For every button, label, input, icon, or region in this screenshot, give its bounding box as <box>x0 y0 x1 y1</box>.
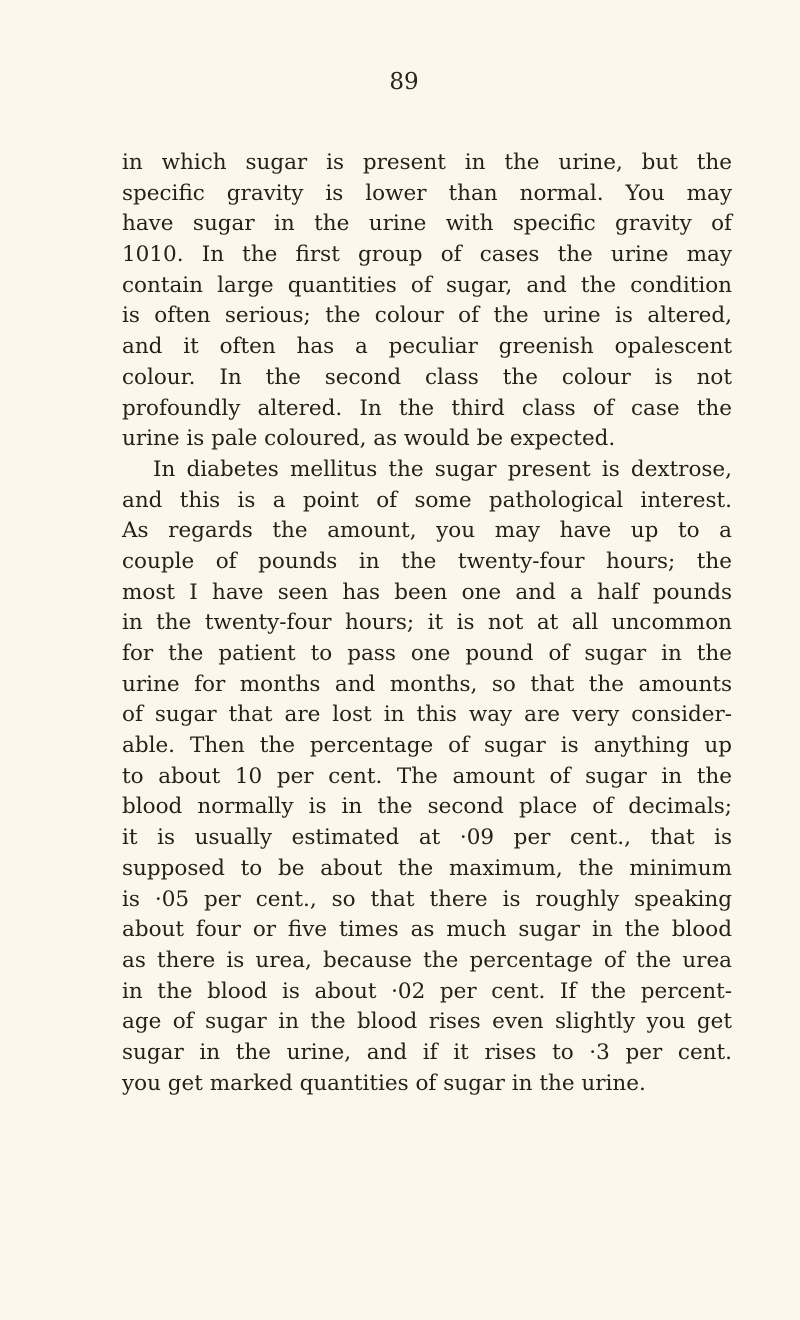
text-line: 1010. In the first group of cases the urine may <box>122 242 732 268</box>
text-line: As regards the amount, you may have up to a <box>122 518 732 544</box>
text-line: is ·05 per cent., so that there is roughly speaking <box>122 886 732 912</box>
text-line: and this is a point of some pathological interest. <box>122 487 732 513</box>
text-line: blood normally is in the second place of decimals; <box>122 794 732 820</box>
text-line: about four or five times as much sugar in the blood <box>122 917 732 943</box>
body-text <box>122 148 732 1099</box>
text-line: and it often has a peculiar greenish opalescent <box>122 334 732 360</box>
text-line: is often serious; the colour of the urine is altered, <box>122 303 732 329</box>
text-line: have sugar in the urine with specific gravity of <box>122 211 732 237</box>
text-line: you get marked quantities of sugar in the urine. <box>122 1070 646 1096</box>
text-line: most I have seen has been one and a half pounds <box>122 579 732 605</box>
text-line: in which sugar is present in the urine, but the <box>122 150 732 175</box>
text-line: sugar in the urine, and if it rises to ·3 per cent. <box>122 1039 732 1065</box>
text-line: able. Then the percentage of sugar is anything up <box>122 733 732 759</box>
text-line: in the blood is about ·02 per cent. If the percent- <box>122 978 732 1004</box>
text-line: to about 10 per cent. The amount of sugar in the <box>122 763 732 789</box>
text-line: of sugar that are lost in this way are very consider- <box>122 702 732 728</box>
text-line: profoundly altered. In the third class of case the <box>122 395 732 421</box>
text-line: couple of pounds in the twenty-four hours; the <box>122 548 732 574</box>
text-line: urine is pale coloured, as would be expected. <box>122 426 616 452</box>
text-line: it is usually estimated at ·09 per cent., that is <box>122 825 732 851</box>
text-line: supposed to be about the maximum, the minimum <box>122 855 732 881</box>
text-line: for the patient to pass one pound of sugar in the <box>122 641 732 666</box>
text-line: in the twenty-four hours; it is not at all uncommon <box>122 610 732 636</box>
text-line: colour. In the second class the colour is not <box>122 364 732 390</box>
text-line: age of sugar in the blood rises even slightly you get <box>122 1009 732 1035</box>
text-line: urine for months and months, so that the amounts <box>122 671 732 697</box>
page-number: 89 <box>389 69 419 95</box>
text-line: specific gravity is lower than normal. You may <box>122 180 732 206</box>
text-line: as there is urea, because the percentage of the urea <box>122 947 732 973</box>
paragraph-start-line: In diabetes mellitus the sugar present is dextrose, <box>153 456 732 482</box>
text-line: contain large quantities of sugar, and the condition <box>122 272 732 298</box>
